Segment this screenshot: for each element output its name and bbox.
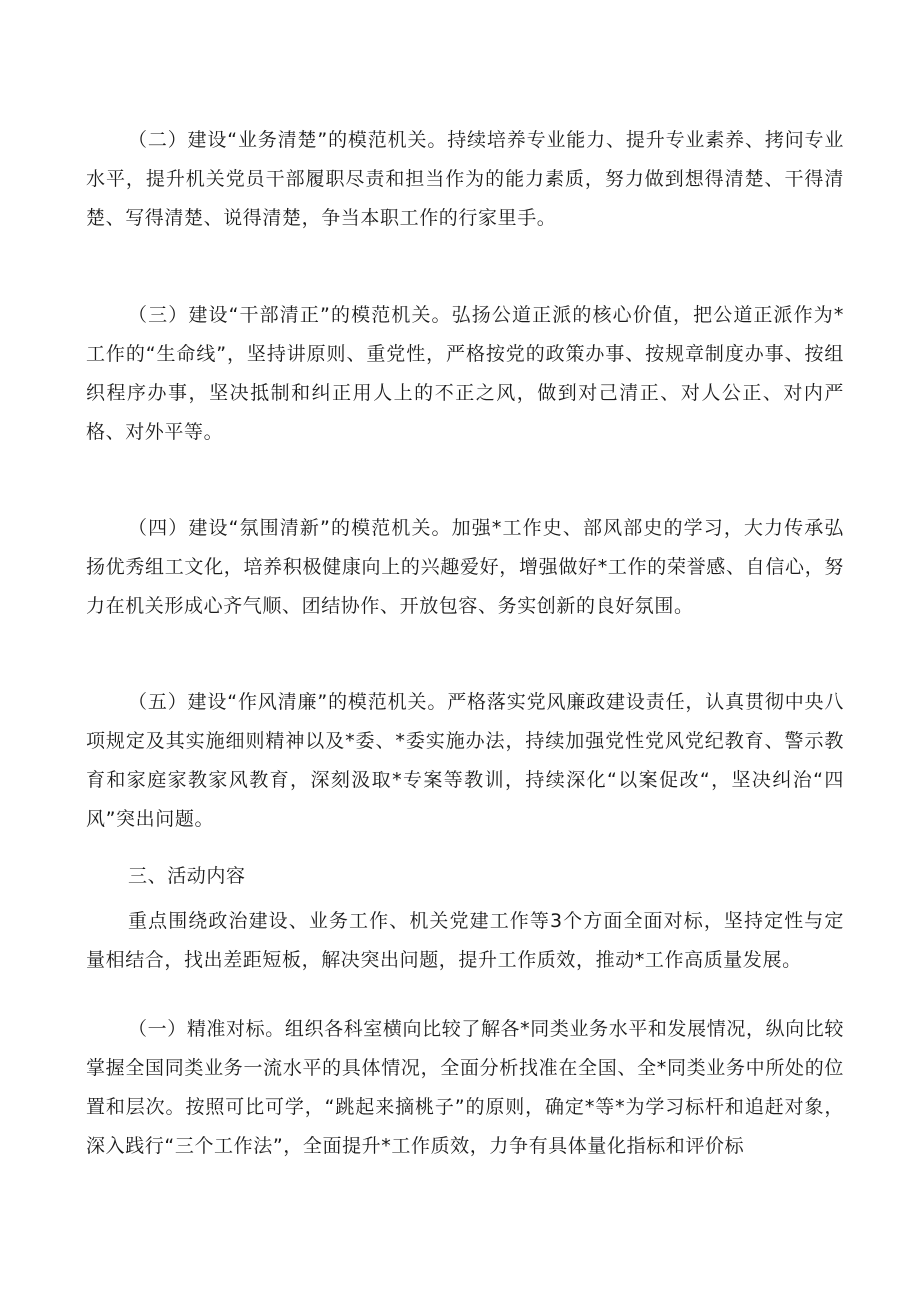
paragraph-model-agency-conduct: （五）建设“作风清廉”的模范机关。严格落实党风廉政建设责任，认真贯彻中央八项规定及其实施细则精神以及*委、*委实施办法，持续加强党性党风党纪教育、警示教育和家庭家教家风教育，深刻汲取*专案等教训，持续深化“以案促改“，坚决纠治“四风”突出问题。	[86, 691, 844, 830]
paragraph-model-agency-atmosphere: （四）建设“氛围清新”的模范机关。加强*工作史、部风部史的学习，大力传承弘扬优秀组工文化，培养积极健康向上的兴趣爱好，增强做好*工作的荣誉感、自信心，努力在机关形成心齐气顺、团结协作、开放包容、务实创新的良好氛围。	[86, 517, 844, 617]
section-intro-paragraph: 重点围绕政治建设、业务工作、机关党建工作等3个方面全面对标，坚持定性与定量相结合，找出差距短板，解决突出问题，提升工作质效，推动*工作高质量发展。	[86, 910, 844, 971]
paragraph-model-agency-integrity: （三）建设“干部清正”的模范机关。弘扬公道正派的核心价值，把公道正派作为*工作的“生命线”，坚持讲原则、重党性，严格按党的政策办事、按规章制度办事、按组织程序办事，坚决抵制和纠正用人上的不正之风，做到对己清正、对人公正、对内严格、对外平等。	[86, 304, 844, 443]
paragraph-model-agency-business: （二）建设“业务清楚”的模范机关。持续培养专业能力、提升专业素养、拷问专业水平，提升机关党员干部履职尽责和担当作为的能力素质，努力做到想得清楚、干得清楚、写得清楚、说得清楚，争当本职工作的行家里手。	[86, 129, 844, 229]
paragraph-precise-benchmarking: （一）精准对标。组织各科室横向比较了解各*同类业务水平和发展情况，纵向比较掌握全国同类业务一流水平的具体情况，全面分析找准在全国、全*同类业务中所处的位置和层次。按照可比可学，“跳起来摘桃子”的原则，确定*等*为学习标杆和追赶对象，深入践行“三个工作法”，全面提升*工作质效，力争有具体量化指标和评价标	[86, 1018, 844, 1157]
section-heading: 三、活动内容	[128, 865, 246, 887]
